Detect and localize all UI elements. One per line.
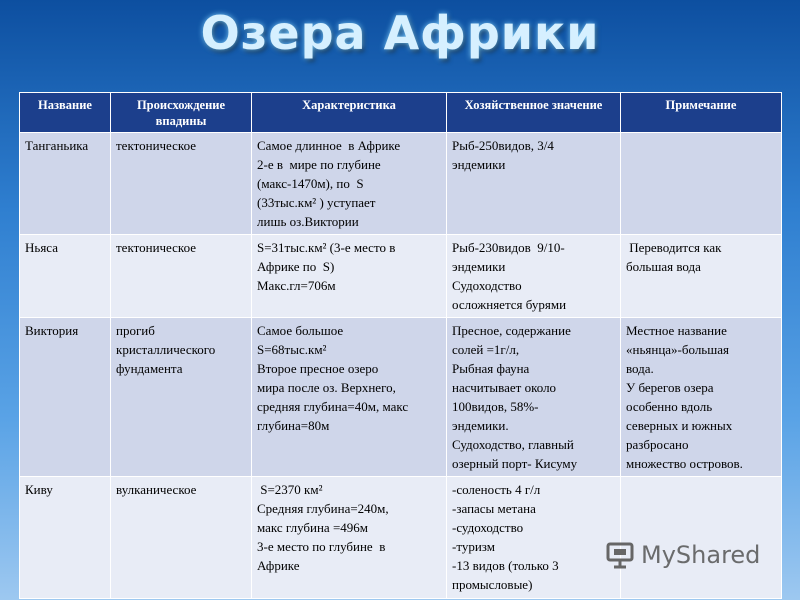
cell-line: множество островов. <box>626 456 743 471</box>
myshared-watermark <box>605 536 765 574</box>
cell-characteristic <box>252 477 447 599</box>
cell-origin: тектоническое <box>111 235 252 318</box>
cell-name: Ньяса <box>20 235 111 318</box>
cell-line: Рыб-250видов, 3/4 <box>452 138 554 153</box>
header-note: Примечание <box>621 93 782 133</box>
cell-line: эндемики <box>452 259 506 274</box>
cell-economic <box>447 133 621 235</box>
cell-line: «ньянца»-большая <box>626 342 729 357</box>
cell-line: Судоходство <box>452 278 522 293</box>
cell-line: вода. <box>626 361 654 376</box>
lakes-table <box>19 92 782 599</box>
cell-economic <box>447 318 621 477</box>
cell-line: осложняется бурями <box>452 297 567 312</box>
cell-line: 2-е в мире по глубине <box>257 157 381 172</box>
cell-line: -13 видов (только 3 <box>452 558 559 573</box>
cell-characteristic <box>252 235 447 318</box>
presentation-board-icon <box>605 540 635 570</box>
cell-line: Второе пресное озеро <box>257 361 379 376</box>
table-row <box>20 318 782 477</box>
cell-line: Африке по S) <box>257 259 335 274</box>
cell-line: особенно вдоль <box>626 399 713 414</box>
cell-line: S=2370 км² <box>257 482 323 497</box>
cell-line: лишь оз.Виктории <box>257 214 359 229</box>
cell-line: северных и южных <box>626 418 733 433</box>
cell-line: разбросано <box>626 437 689 452</box>
cell-line: -запасы метана <box>452 501 536 516</box>
cell-name: Танганьика <box>20 133 111 235</box>
cell-line: (33тыс.км² ) уступает <box>257 195 376 210</box>
cell-line: S=68тыс.км² <box>257 342 327 357</box>
cell-note <box>621 318 782 477</box>
cell-line: Пресное, содержание <box>452 323 571 338</box>
cell-line: У берегов озера <box>626 380 714 395</box>
cell-line: Рыб-230видов 9/10- <box>452 240 565 255</box>
cell-line: -судоходство <box>452 520 524 535</box>
cell-line: насчитывает около <box>452 380 557 395</box>
cell-line: -соленость 4 г/л <box>452 482 541 497</box>
header-origin: Происхождение впадины <box>111 93 252 133</box>
cell-line: глубина=80м <box>257 418 330 433</box>
cell-line: Средняя глубина=240м, <box>257 501 389 516</box>
cell-line: солей =1г/л, <box>452 342 520 357</box>
cell-line: -туризм <box>452 539 495 554</box>
cell-name: Киву <box>20 477 111 599</box>
cell-line: Африке <box>257 558 300 573</box>
header-name: Название <box>20 93 111 133</box>
cell-line: большая вода <box>626 259 701 274</box>
table-header-row <box>20 93 782 133</box>
table-row <box>20 133 782 235</box>
cell-line: эндемики <box>452 157 506 172</box>
cell-line: 100видов, 58%- <box>452 399 539 414</box>
cell-line: макс глубина =496м <box>257 520 369 535</box>
header-economic: Хозяйственное значение <box>447 93 621 133</box>
cell-economic <box>447 235 621 318</box>
cell-origin: прогиб кристаллического фундамента <box>111 318 252 477</box>
cell-line: Местное название <box>626 323 727 338</box>
cell-line: Макс.гл=706м <box>257 278 336 293</box>
cell-note <box>621 235 782 318</box>
cell-line: Самое большое <box>257 323 344 338</box>
cell-origin: вулканическое <box>111 477 252 599</box>
slide-title: Озера Африки <box>200 6 600 60</box>
cell-line: промысловые) <box>452 577 533 592</box>
table-row <box>20 235 782 318</box>
cell-origin: тектоническое <box>111 133 252 235</box>
cell-line: Рыбная фауна <box>452 361 530 376</box>
cell-line: (макс-1470м), по S <box>257 176 364 191</box>
cell-characteristic <box>252 318 447 477</box>
header-characteristic: Характеристика <box>252 93 447 133</box>
cell-line: Самое длинное в Африке <box>257 138 401 153</box>
cell-economic <box>447 477 621 599</box>
cell-characteristic <box>252 133 447 235</box>
cell-note <box>621 133 782 235</box>
cell-line: мира после оз. Верхнего, <box>257 380 396 395</box>
watermark-text: MyShared <box>641 541 761 569</box>
cell-line: озерный порт- Кисуму <box>452 456 578 471</box>
cell-line: Судоходство, главный <box>452 437 574 452</box>
cell-line: средняя глубина=40м, макс <box>257 399 409 414</box>
cell-line: S=31тыс.км² (3-е место в <box>257 240 396 255</box>
cell-line: 3-е место по глубине в <box>257 539 386 554</box>
cell-line: Переводится как <box>626 240 722 255</box>
cell-name: Виктория <box>20 318 111 477</box>
cell-line: эндемики. <box>452 418 509 433</box>
